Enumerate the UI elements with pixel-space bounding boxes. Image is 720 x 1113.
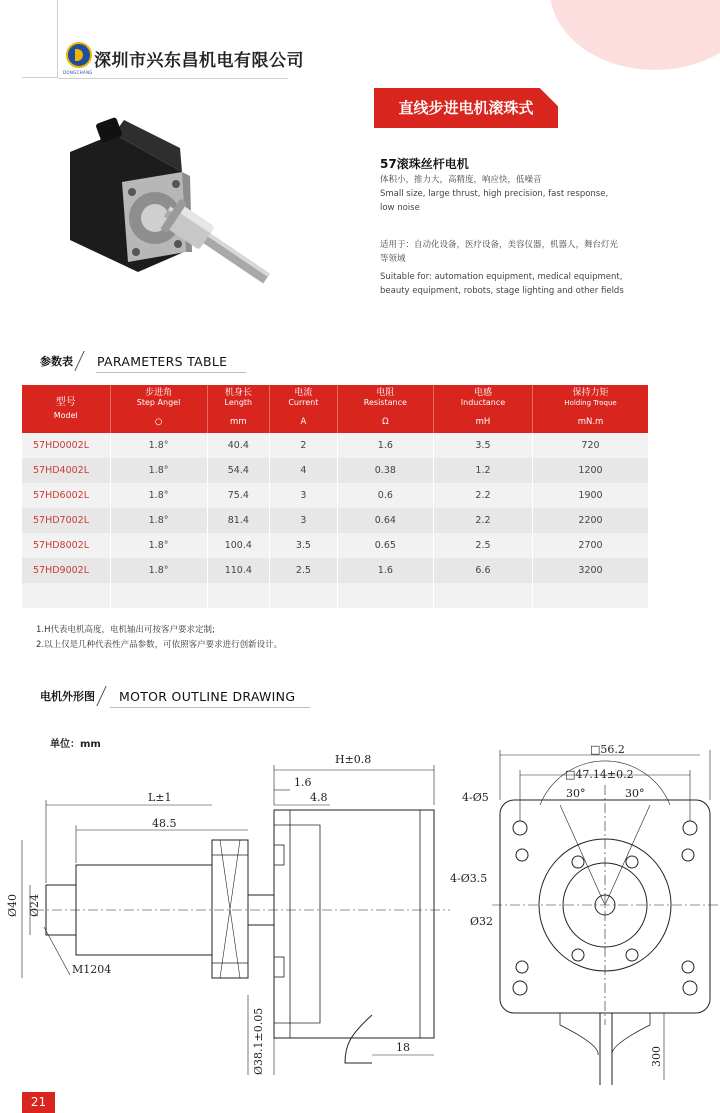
angle-30-left: 30° (566, 787, 586, 800)
page-number: 21 (22, 1092, 55, 1113)
drawing-section-header (40, 685, 295, 707)
params-section-cn: 参数表 (40, 355, 73, 368)
features-cn: 体积小，推力大，高精度，响应快，低噪音 (380, 175, 542, 185)
dim-h: H±0.8 (335, 753, 372, 766)
unit-cell: Ω (337, 411, 433, 433)
params-section-rule (96, 372, 246, 373)
model-header: 型号 Model (22, 385, 110, 433)
motor-outline-drawing (0, 745, 720, 1090)
header-rule (22, 0, 58, 78)
unit-cell: A (270, 411, 338, 433)
product-name: 57滚珠丝杆电机 (380, 157, 469, 171)
col-header: 机身长 Length (207, 385, 269, 411)
header-rule-line (58, 78, 288, 79)
drawing-section-en: MOTOR OUTLINE DRAWING (119, 688, 296, 704)
corner-decoration (550, 0, 720, 70)
section-divider (96, 686, 115, 706)
dim-phi24: Ø24 (28, 893, 41, 917)
title-fold-corner (540, 88, 558, 106)
note-1: 1.H代表电机高度，电机轴出可按客户要求定制; (36, 625, 215, 635)
side-view (22, 765, 450, 1075)
features-en: Small size, large thrust, high precision, fast response, low noise (380, 189, 609, 213)
dim-sq56: □56.2 (590, 745, 625, 756)
dim-4-phi5: 4-Ø5 (462, 791, 489, 804)
unit-cell: ○ (110, 411, 207, 433)
dim-phi38: Ø38.1±0.05 (252, 1007, 265, 1075)
dim-phi40: Ø40 (6, 893, 19, 917)
note-2: 2.以上仅是几种代表性产品参数，可依照客户要求进行创新设计。 (36, 640, 283, 650)
table-row: 57HD6002L 1.8° 75.4 3 0.6 2.2 1900 (22, 483, 648, 508)
unit-label: 单位：mm (50, 739, 101, 750)
drawing-section-cn: 电机外形图 (40, 690, 95, 703)
dim-1-6: 1.6 (294, 776, 312, 789)
company-logo-icon (66, 42, 92, 68)
drawing-section-rule (110, 707, 310, 708)
dim-4-8: 4.8 (310, 791, 328, 804)
section-divider (74, 351, 93, 371)
col-header: 电流 Current (270, 385, 338, 411)
application-cn: 适用于：自动化设备，医疗设备，美容仪器，机器人，舞台灯光等领域 (380, 240, 619, 264)
company-name: 深圳市兴东昌机电有限公司 (94, 51, 304, 71)
dim-18: 18 (396, 1041, 410, 1054)
params-section-header (40, 350, 227, 372)
col-header: 电阻 Resistance (337, 385, 433, 411)
dim-m1204: M1204 (72, 963, 112, 976)
col-header: 步进角 Step Angel (110, 385, 207, 411)
unit-cell: mH (433, 411, 532, 433)
table-row: 57HD7002L 1.8° 81.4 3 0.64 2.2 2200 (22, 508, 648, 533)
angle-30-right: 30° (625, 787, 645, 800)
front-view (492, 750, 718, 1085)
table-row-empty (22, 583, 648, 608)
category-title: 直线步进电机滚珠式 (374, 88, 558, 128)
unit-cell: mm (207, 411, 269, 433)
table-row: 57HD4002L 1.8° 54.4 4 0.38 1.2 1200 (22, 458, 648, 483)
params-section-en: PARAMETERS TABLE (97, 353, 228, 369)
col-header: 保持力矩 Holding Troque (533, 385, 649, 411)
table-row: 57HD9002L 1.8° 110.4 2.5 1.6 6.6 3200 (22, 558, 648, 583)
dim-300: 300 (650, 1046, 663, 1067)
col-header: 电感 Inductance (433, 385, 532, 411)
dim-l: L±1 (148, 791, 172, 804)
parameters-table (22, 385, 648, 608)
product-photo (62, 112, 292, 327)
notes (36, 623, 282, 653)
dim-4-phi3-5: 4-Ø3.5 (450, 872, 488, 885)
dim-48-5: 48.5 (152, 817, 177, 830)
unit-cell: mN.m (533, 411, 649, 433)
logo-subtext: DONGCHANG (63, 70, 93, 75)
dim-phi32: Ø32 (470, 915, 494, 928)
table-row: 57HD8002L 1.8° 100.4 3.5 0.65 2.5 2700 (22, 533, 648, 558)
application-en: Suitable for: automation equipment, medical equipment, beauty equipment, robots, stage lighting and other fields (380, 272, 624, 296)
table-row: 57HD0002L 1.8° 40.4 2 1.6 3.5 720 (22, 433, 648, 458)
dim-sq47: □47.14±0.2 (565, 768, 634, 781)
